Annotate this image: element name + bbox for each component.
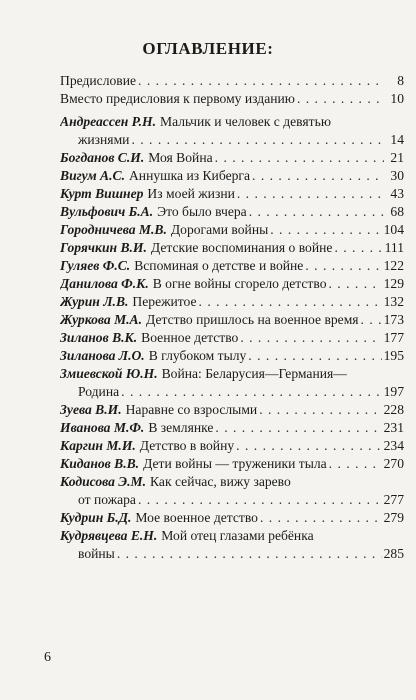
entry-title: Детство пришлось на военное время — [146, 312, 359, 327]
entry-page: 173 — [383, 312, 404, 327]
dot-leader — [329, 455, 382, 473]
entry-page: 177 — [383, 330, 404, 345]
toc-entry — [60, 113, 404, 149]
dot-leader — [117, 545, 382, 563]
entry-page: 197 — [383, 384, 404, 399]
entry-page: 129 — [383, 276, 404, 291]
dot-leader — [199, 293, 382, 311]
entry-author: Кудрявцева Е.Н. — [60, 528, 158, 543]
entry-page: 43 — [390, 186, 404, 201]
entry-title: Наравне со взрослыми — [125, 402, 258, 417]
entry-title: Вместо предисловия к первому изданию — [60, 91, 295, 106]
toc-entry — [60, 347, 404, 365]
entry-title: Это было вчера — [157, 204, 247, 219]
dot-leader — [215, 149, 384, 167]
entry-page: 270 — [383, 456, 404, 471]
dot-leader — [249, 203, 384, 221]
entry-author: Богданов С.И. — [60, 150, 145, 165]
entry-title: Детство в войну — [139, 438, 235, 453]
entry-page: 21 — [390, 150, 404, 165]
page-number: 6 — [44, 650, 51, 665]
table-of-contents — [60, 72, 404, 563]
entry-author: Кодисова Э.М. — [60, 474, 147, 489]
entry-title: Мальчик и человек с девятью — [160, 114, 331, 129]
entry-title-continued: войны — [78, 546, 115, 561]
entry-author: Змиевской Ю.Н. — [60, 366, 158, 381]
dot-leader — [329, 275, 382, 293]
dot-leader — [138, 491, 382, 509]
toc-entry-preface — [60, 72, 404, 90]
entry-title-continued: Родина — [78, 384, 120, 399]
dot-leader — [252, 167, 384, 185]
toc-entry — [60, 509, 404, 527]
dot-leader — [215, 419, 381, 437]
toc-entry — [60, 419, 404, 437]
entry-author: Журин Л.В. — [60, 294, 129, 309]
entry-author: Журкова М.А. — [60, 312, 143, 327]
entry-page: 30 — [390, 168, 404, 183]
dot-leader — [236, 437, 381, 455]
entry-title-continued: жизнями — [78, 132, 130, 147]
entry-author: Андреассен Р.Н. — [60, 114, 156, 129]
toc-title: ОГЛАВЛЕНИЕ: — [142, 39, 274, 58]
dot-leader — [240, 329, 381, 347]
entry-author: Курт Вишнер — [60, 186, 144, 201]
entry-author: Данилова Ф.К. — [60, 276, 149, 291]
toc-entry — [60, 221, 404, 239]
toc-entry — [60, 257, 404, 275]
entry-title: Предисловие — [60, 73, 137, 88]
entry-page: 111 — [384, 240, 404, 255]
dot-leader — [131, 131, 384, 149]
toc-entry — [60, 473, 404, 509]
toc-entry — [60, 437, 404, 455]
entry-title: Аннушка из Киберга — [128, 168, 251, 183]
toc-entry — [60, 149, 404, 167]
dot-leader — [297, 90, 384, 108]
entry-author: Вигум А.С. — [60, 168, 125, 183]
entry-page: 68 — [390, 204, 404, 219]
dot-leader — [305, 257, 381, 275]
toc-entry — [60, 275, 404, 293]
entry-page: 8 — [397, 73, 404, 88]
entry-title: Моя Война — [148, 150, 213, 165]
entry-author: Вульфович Б.А. — [60, 204, 154, 219]
dot-leader — [260, 509, 382, 527]
entry-page: 195 — [383, 348, 404, 363]
entry-title: В землянке — [148, 420, 214, 435]
entry-author: Иванова М.Ф. — [60, 420, 145, 435]
toc-entry — [60, 365, 404, 401]
entry-page: 285 — [383, 546, 404, 561]
entry-title: Из моей жизни — [147, 186, 235, 201]
toc-entry — [60, 311, 404, 329]
entry-title: Мое военное детство — [135, 510, 258, 525]
entry-author: Зиланова Л.О. — [60, 348, 145, 363]
entry-title: Как сейчас, вижу зарево — [150, 474, 291, 489]
toc-entry — [60, 167, 404, 185]
entry-author: Горячкин В.И. — [60, 240, 147, 255]
dot-leader — [248, 347, 381, 365]
entry-page: 279 — [383, 510, 404, 525]
toc-entry — [60, 527, 404, 563]
entry-title: В глубоком тылу — [148, 348, 247, 363]
entry-author: Киданов В.В. — [60, 456, 140, 471]
entry-page: 231 — [383, 420, 404, 435]
entry-title: Военное детство — [141, 330, 239, 345]
entry-title: Мой отец глазами ребёнка — [161, 528, 314, 543]
toc-entry — [60, 293, 404, 311]
entry-title: Детские воспоминания о войне — [150, 240, 333, 255]
toc-entry — [60, 455, 404, 473]
entry-title: Пережитое — [132, 294, 197, 309]
toc-entry — [60, 401, 404, 419]
dot-leader — [121, 383, 381, 401]
entry-author: Зуева В.И. — [60, 402, 122, 417]
entry-author: Гуляев Ф.С. — [60, 258, 131, 273]
toc-entries — [60, 113, 404, 563]
entry-author: Кудрин Б.Д. — [60, 510, 132, 525]
dot-leader — [237, 185, 384, 203]
entry-author: Каргин М.И. — [60, 438, 136, 453]
dot-leader — [259, 401, 381, 419]
entry-author: Зиланов В.К. — [60, 330, 138, 345]
entry-author: Городничева М.В. — [60, 222, 167, 237]
dot-leader — [361, 311, 382, 329]
toc-entry — [60, 239, 404, 257]
entry-title: Вспоминая о детстве и войне — [134, 258, 304, 273]
entry-title-continued: от пожара — [78, 492, 136, 507]
toc-entry-foreword — [60, 90, 404, 108]
entry-page: 14 — [390, 132, 404, 147]
entry-title: Дорогами войны — [170, 222, 269, 237]
entry-page: 10 — [390, 91, 404, 106]
entry-page: 132 — [383, 294, 404, 309]
dot-leader — [270, 221, 381, 239]
entry-page: 104 — [383, 222, 404, 237]
dot-leader — [334, 239, 382, 257]
entry-page: 122 — [383, 258, 404, 273]
entry-title: Дети войны — труженики тыла — [143, 456, 327, 471]
entry-title: В огне войны сгорело детство — [152, 276, 327, 291]
dot-leader — [138, 72, 384, 90]
toc-entry — [60, 203, 404, 221]
toc-entry — [60, 185, 404, 203]
entry-page: 234 — [383, 438, 404, 453]
entry-page: 277 — [383, 492, 404, 507]
entry-page: 228 — [383, 402, 404, 417]
toc-entry — [60, 329, 404, 347]
entry-title: Война: Беларусия—Германия— — [161, 366, 347, 381]
